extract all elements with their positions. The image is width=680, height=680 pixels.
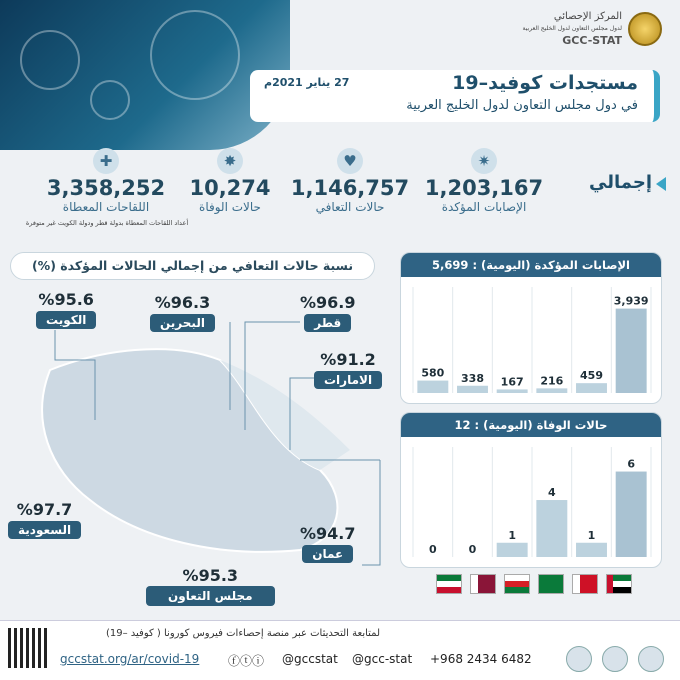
certification-badge-icon (566, 646, 592, 672)
bar-qatar (457, 386, 488, 393)
saudi-flag-icon (538, 574, 564, 594)
page-title: مستجدات كوفيد–19 (452, 72, 638, 94)
stat-recovered (290, 148, 410, 214)
logo-line2: لدول مجلس التعاون لدول الخليج العربية (522, 25, 622, 32)
bar-saudi-arabia (536, 500, 567, 557)
recovery-saudi (8, 500, 81, 539)
pct-value: %95.3 (182, 566, 239, 585)
daily-deaths-panel (400, 412, 662, 568)
daily-deaths-title: حالات الوفاة (اليومية) : 12 (401, 413, 661, 437)
logo-line3: GCC-STAT (562, 34, 622, 47)
vaccines-value: 3,358,252 (46, 176, 166, 200)
bar-bahrain (576, 543, 607, 557)
triangle-icon (656, 177, 666, 191)
social-icons: ⓕⓣⓘ (228, 654, 265, 668)
bar-label: 338 (461, 371, 484, 385)
hero-image (0, 0, 290, 150)
recovery-bahrain (150, 293, 215, 332)
bar-label: 216 (540, 374, 564, 388)
bar-label: 3,939 (613, 294, 649, 308)
stat-deaths (170, 148, 290, 214)
bar-label: 1 (508, 528, 516, 542)
bar-label: 167 (500, 375, 524, 389)
bar-label: 580 (421, 366, 445, 380)
tuv-badge-icon (638, 646, 664, 672)
country-name: مجلس التعاون (146, 586, 275, 606)
qr-code-icon (8, 628, 48, 668)
bar-uae (616, 309, 647, 393)
confirmed-value: 1,203,167 (424, 176, 544, 200)
bar-oman (497, 389, 528, 393)
daily-cases-title: الإصابات المؤكدة (اليومية) : 5,699 (401, 253, 661, 277)
deaths-value: 10,274 (189, 176, 271, 200)
certification-badge-icon (602, 646, 628, 672)
qatar-flag-icon (470, 574, 496, 594)
vaccines-label: اللقاحات المعطاة (62, 200, 150, 214)
pct-value: %97.7 (16, 500, 73, 519)
bahrain-flag-icon (572, 574, 598, 594)
syringe-icon: ✚ (93, 148, 119, 174)
uae-flag-icon (606, 574, 632, 594)
handle-gccstat[interactable]: @gccstat (282, 652, 338, 666)
phone-number[interactable]: +968 2434 6482 (430, 652, 532, 666)
handle-gcc-stat[interactable]: @gcc-stat (352, 652, 413, 666)
oman-flag-icon (504, 574, 530, 594)
recovery-title: نسبة حالات التعافي من إجمالي الحالات المؤكدة (%) (10, 252, 375, 280)
country-name: البحرين (150, 314, 215, 332)
pct-value: %95.6 (38, 290, 94, 309)
report-date: 27 يناير 2021م (264, 76, 350, 89)
daily-cases-chart (401, 277, 662, 403)
recovery-kuwait (36, 290, 96, 329)
totals-label: إجمالي (589, 172, 652, 193)
country-name: السعودية (8, 521, 81, 539)
country-name: الكويت (36, 311, 96, 329)
deaths-label: حالات الوفاة (199, 200, 261, 214)
bar-label: 6 (627, 457, 635, 471)
gcc-seal-icon (628, 12, 662, 46)
bar-label: 4 (548, 486, 556, 500)
bar-uae (616, 472, 647, 557)
page-subtitle: في دول مجلس التعاون لدول الخليج العربية (406, 98, 638, 113)
bar-label: 1 (587, 528, 596, 542)
bar-saudi-arabia (536, 388, 567, 393)
confirmed-label: الإصابات المؤكدة (441, 200, 527, 214)
covid-link[interactable]: gccstat.org/ar/covid-19 (60, 652, 200, 666)
kuwait-flag-icon (436, 574, 462, 594)
bar-kuwait (417, 381, 448, 393)
virus-icon: ✷ (471, 148, 497, 174)
recovery-oman (300, 524, 356, 563)
country-name: عمان (302, 545, 353, 563)
vaccine-note: أعداد اللقاحات المعطاة بدولة قطر ودولة الكويت غير متوفرة (25, 219, 189, 227)
recovered-value: 1,146,757 (290, 176, 410, 200)
pct-value: %96.9 (300, 293, 356, 312)
daily-deaths-chart (401, 437, 662, 567)
recovered-label: حالات التعافي (315, 200, 385, 214)
logo-line1: المركز الإحصائي (553, 11, 622, 22)
country-name: الامارات (314, 371, 382, 389)
recovery-uae (314, 350, 382, 389)
gcc-stat-logo (522, 6, 662, 52)
recovery-gcc (146, 566, 275, 606)
bar-label: 0 (468, 543, 477, 556)
heart-pulse-icon: ♥ (337, 148, 363, 174)
stat-confirmed (424, 148, 544, 214)
bar-bahrain (576, 383, 607, 393)
country-name: قطر (304, 314, 351, 332)
daily-cases-panel (400, 252, 662, 404)
pct-value: %91.2 (320, 350, 376, 369)
follow-text: لمتابعة التحديثات عبر منصة إحصاءات فيروس كورونا ( كوفيد –19) (105, 628, 380, 639)
pct-value: %94.7 (300, 524, 356, 543)
pct-value: %96.3 (154, 293, 211, 312)
stat-vaccines (36, 148, 176, 214)
bar-label: 459 (580, 369, 603, 383)
virus-icon: ✸ (217, 148, 243, 174)
bar-oman (497, 543, 528, 557)
recovery-qatar (300, 293, 356, 332)
bar-label: 0 (429, 543, 437, 556)
title-bar (250, 70, 660, 122)
